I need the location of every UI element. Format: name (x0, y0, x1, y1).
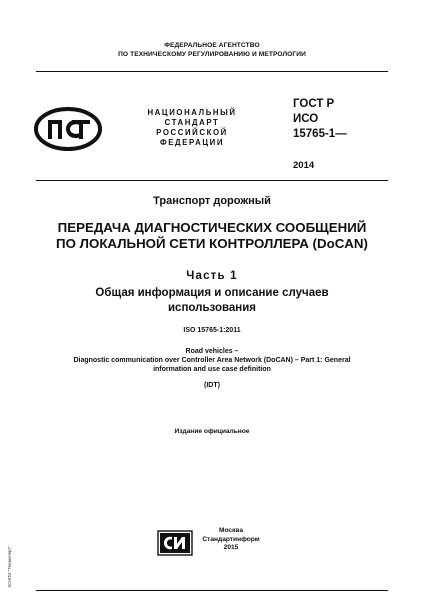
main-title-line-1: ПЕРЕДАЧА ДИАГНОСТИЧЕСКИХ СООБЩЕНИЙ (57, 220, 367, 235)
iso-reference: ISO 15765-1:2011 (183, 327, 241, 334)
national-line-2: СТАНДАРТ (164, 118, 220, 127)
standard-number-line-2: ИСО (293, 113, 319, 125)
main-title-line-2: ПО ЛОКАЛЬНОЙ СЕТИ КОНТРОЛЛЕРА (DoCAN) (56, 236, 368, 251)
english-title (36, 347, 388, 374)
agency-line-2: ПО ТЕХНИЧЕСКОМУ РЕГУЛИРОВАНИЮ И МЕТРОЛОГИИ (118, 51, 306, 58)
standard-number-line-1: ГОСТ Р (293, 98, 335, 110)
english-title-line-1: Road vehicles – (185, 348, 239, 355)
document-subtitle: Транспорт дорожный (153, 195, 271, 207)
standard-number (293, 97, 347, 142)
equivalence-degree: (IDT) (204, 382, 220, 389)
national-line-1: НАЦИОНАЛЬНЫЙ (147, 108, 237, 117)
national-line-3: РОССИЙСКОЙ (156, 128, 228, 137)
agency-name (36, 41, 388, 59)
document-main-title (36, 220, 388, 252)
part-title-line-1: Общая информация и описание случаев (95, 287, 329, 299)
english-title-line-3: information and use case definition (153, 366, 271, 373)
agency-line-1: ФЕДЕРАЛЬНОЕ АГЕНТСТВО (164, 42, 260, 49)
standard-year: 2014 (293, 160, 315, 171)
top-divider (36, 71, 388, 72)
standard-number-line-3: 15765-1— (293, 128, 347, 140)
standartinform-logo-icon (157, 530, 193, 556)
side-stamp-text: ЭСНПИ "Техэксперт" (7, 546, 12, 588)
part-label: Часть 1 (186, 270, 238, 282)
side-stamp (4, 518, 14, 590)
bottom-divider (36, 590, 388, 591)
english-title-line-2: Diagnostic communication over Controller Area Network (DoCAN) – Part 1: General (73, 357, 351, 364)
middle-divider (36, 180, 388, 181)
gost-certification-logo (33, 106, 103, 152)
publication-year: 2015 (223, 544, 239, 551)
part-title-line-2: использования (167, 302, 257, 314)
national-standard-label (138, 108, 246, 148)
edition-label: Издание официальное (174, 428, 250, 435)
part-title (36, 286, 388, 316)
national-line-4: ФЕДЕРАЦИИ (159, 138, 225, 147)
publisher-info (196, 527, 266, 553)
publisher-name: Стандартинформ (202, 535, 260, 543)
publisher-city: Москва (218, 527, 244, 534)
